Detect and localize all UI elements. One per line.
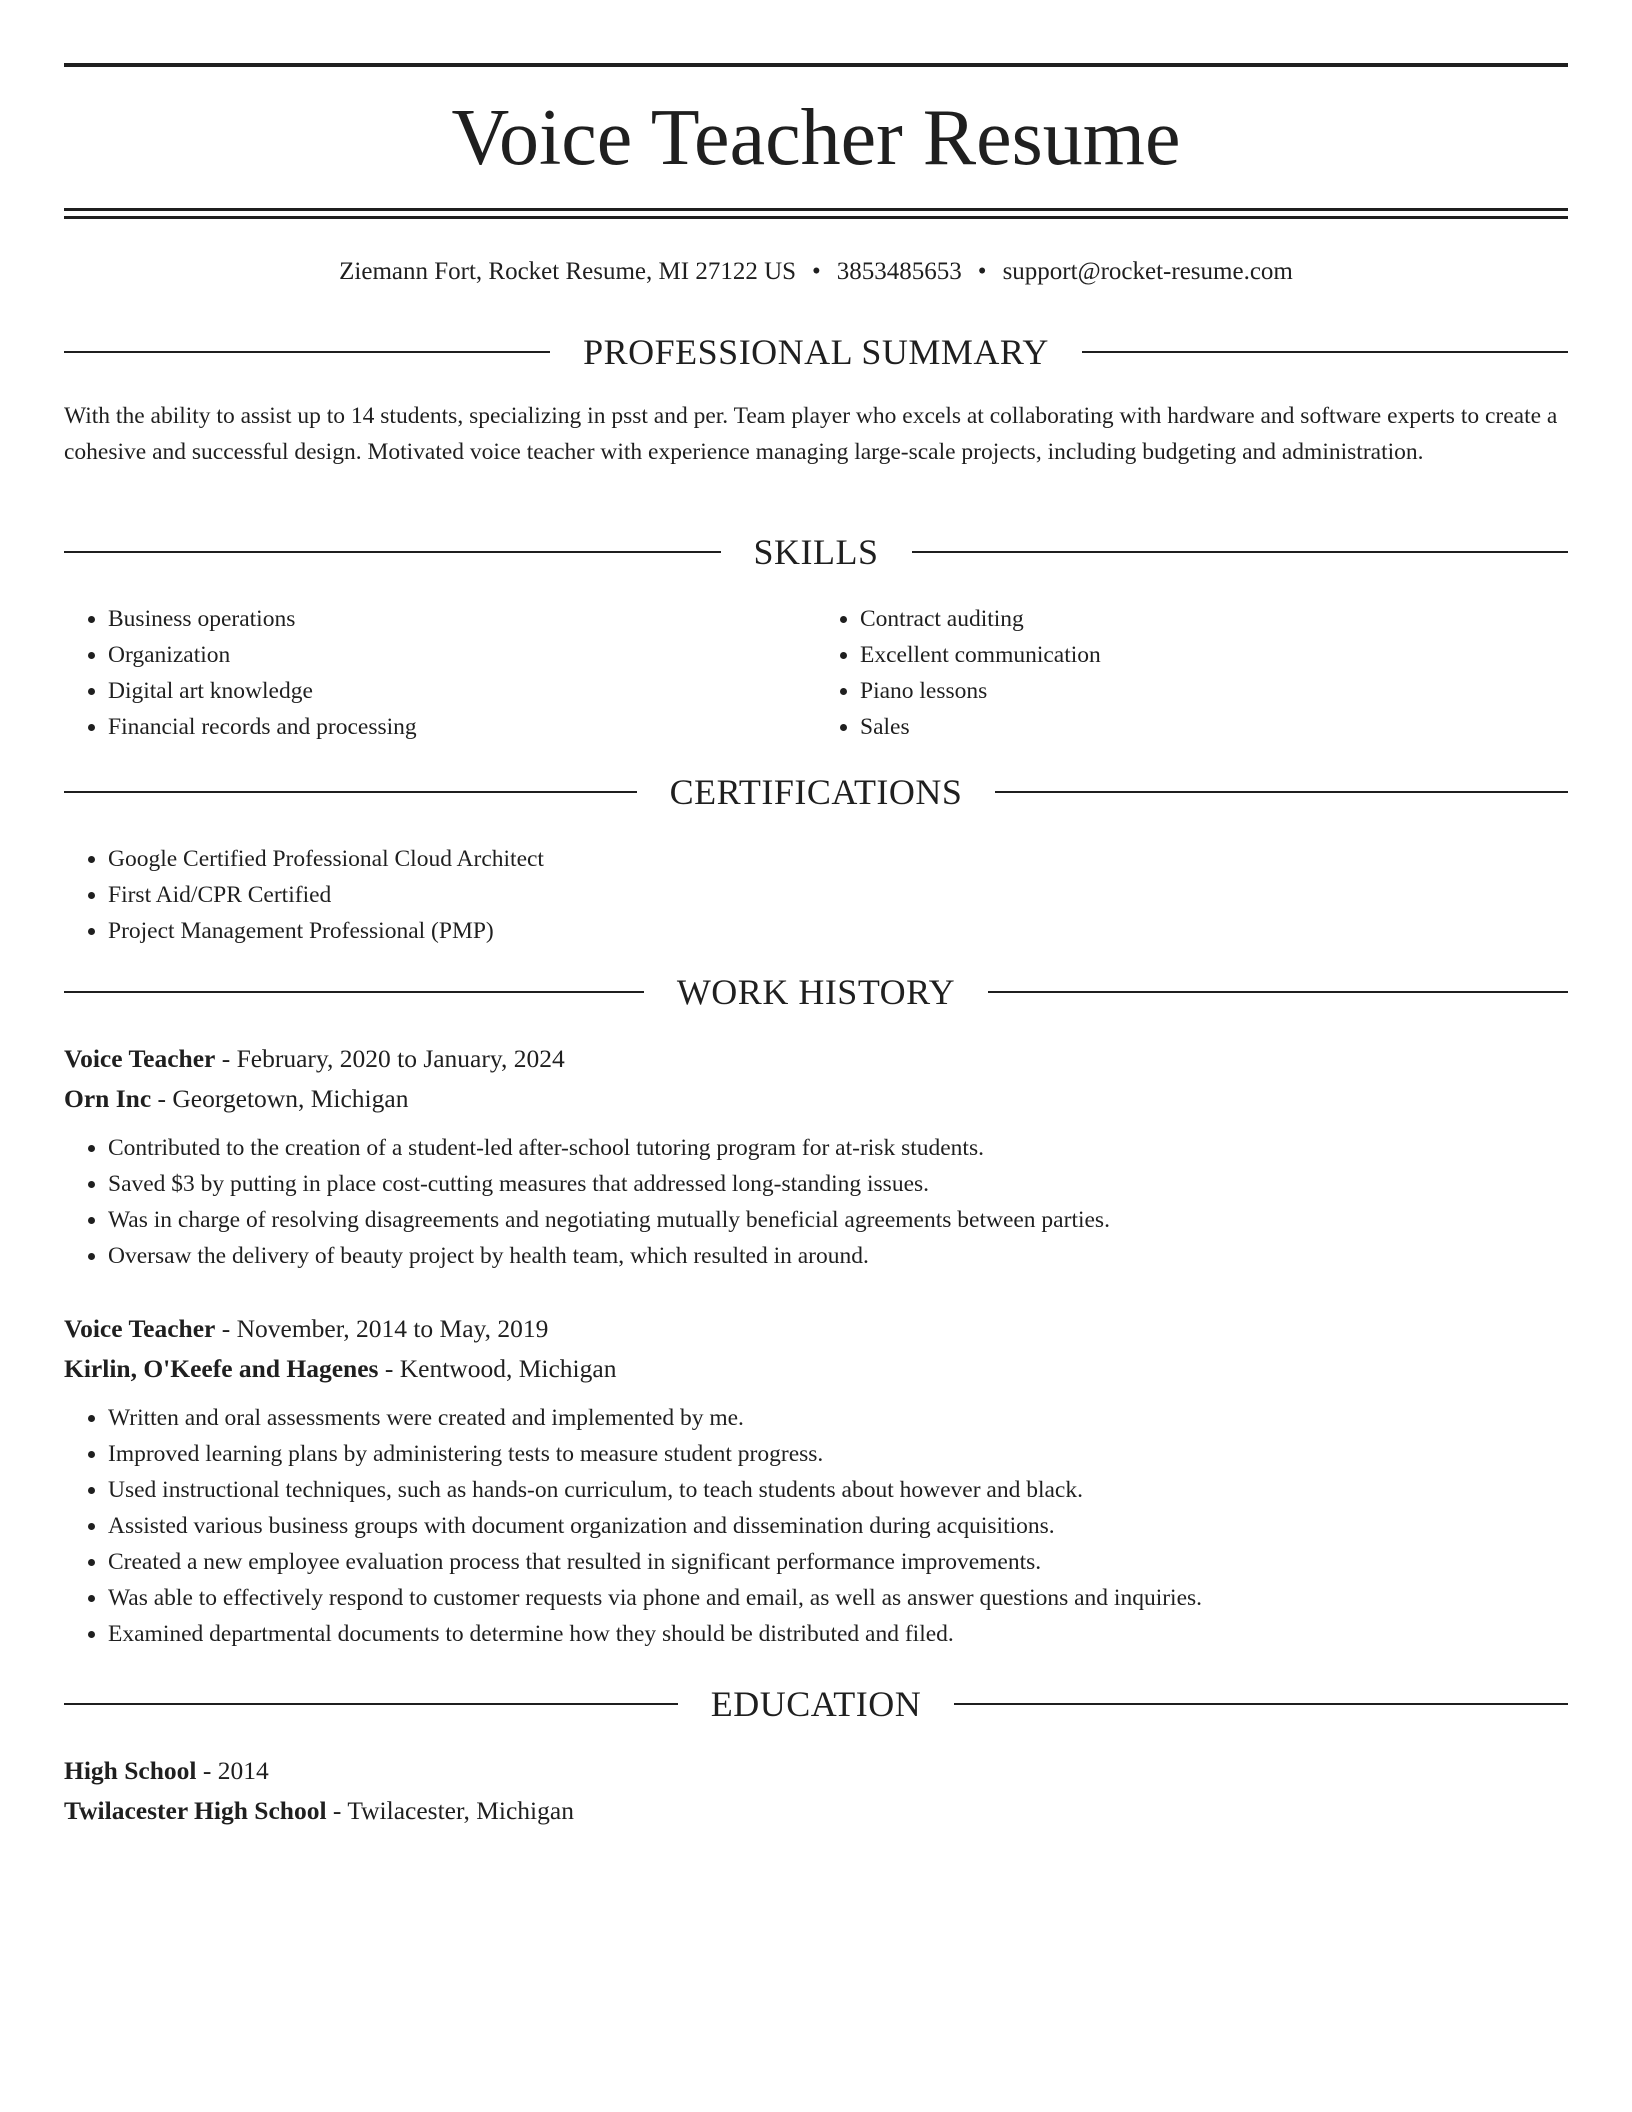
section-header-education (64, 1679, 1568, 1729)
list-item: • Digital art knowledge (108, 673, 816, 709)
job-title-line (64, 1309, 1568, 1349)
divider-line (912, 551, 1569, 553)
job-company: Kirlin, O'Keefe and Hagenes (64, 1354, 379, 1383)
list-item: • Written and oral assessments were created and implemented by me. (108, 1400, 1568, 1436)
resume-title: Voice Teacher Resume (451, 94, 1181, 182)
title-rule-upper (64, 208, 1568, 211)
job-dates: - February, 2020 to January, 2024 (215, 1044, 565, 1073)
list-item: • Contract auditing (860, 601, 1568, 637)
divider-line (64, 551, 721, 553)
list-item: • Google Certified Professional Cloud Architect (108, 841, 1568, 877)
contact-email: support@rocket-resume.com (1002, 258, 1293, 285)
list-item: • Examined departmental documents to determine how they should be distributed and filed. (108, 1616, 1568, 1652)
certifications-list (64, 841, 1568, 949)
education-degree-line (64, 1751, 1568, 1791)
job-company-line (64, 1079, 1568, 1119)
title-rule-lower (64, 216, 1568, 219)
job-company-line (64, 1349, 1568, 1389)
job-location: - Georgetown, Michigan (151, 1084, 409, 1113)
job-bullets (64, 1400, 1568, 1652)
section-title: EDUCATION (710, 1684, 922, 1724)
skills-columns (64, 601, 1568, 745)
job-entry (64, 1309, 1568, 1652)
top-rule (64, 63, 1568, 67)
skills-list-right (816, 601, 1568, 745)
list-item: • Was in charge of resolving disagreements and negotiating mutually beneficial agreements between parties. (108, 1202, 1568, 1238)
list-item: • Saved $3 by putting in place cost-cutting measures that addressed long-standing issues. (108, 1166, 1568, 1202)
divider-line (954, 1703, 1568, 1705)
divider-line (64, 991, 644, 993)
skills-list-left (64, 601, 816, 745)
list-item: • Sales (860, 709, 1568, 745)
job-entry (64, 1039, 1568, 1274)
summary-text: With the ability to assist up to 14 students, specializing in psst and per. Team player who excels at collaborating with hardware and software experts to create a cohesive and successful design. Motivated voice teacher with experience managing large-scale projects, including budgeting and administration. (64, 403, 1558, 465)
education-location: - Twilacester, Michigan (326, 1796, 574, 1825)
list-item: • Business operations (108, 601, 816, 637)
contact-separator: • (977, 258, 987, 285)
contact-phone: 3853485653 (836, 258, 962, 285)
job-bullets (64, 1130, 1568, 1274)
section-title: SKILLS (753, 532, 879, 572)
list-item: • Created a new employee evaluation process that resulted in significant performance improvements. (108, 1544, 1568, 1580)
list-item: • Financial records and processing (108, 709, 816, 745)
contact-line (64, 252, 1568, 292)
contact-separator: • (812, 258, 821, 285)
list-item: • Improved learning plans by administering tests to measure student progress. (108, 1436, 1568, 1472)
job-dates: - November, 2014 to May, 2019 (215, 1314, 549, 1343)
section-title: PROFESSIONAL SUMMARY (583, 332, 1049, 372)
section-title: CERTIFICATIONS (669, 772, 963, 812)
divider-line (995, 791, 1568, 793)
education-year: - 2014 (196, 1756, 269, 1785)
job-title: Voice Teacher (64, 1314, 216, 1343)
list-item: • Contributed to the creation of a student-led after-school tutoring program for at-risk students. (108, 1130, 1568, 1166)
section-title: WORK HISTORY (676, 972, 956, 1012)
divider-line (64, 791, 637, 793)
section-header-skills (64, 527, 1568, 577)
divider-line (64, 351, 550, 353)
job-title: Voice Teacher (64, 1044, 216, 1073)
section-header-work (64, 967, 1568, 1017)
list-item: • Piano lessons (860, 673, 1568, 709)
education-entry (64, 1751, 1568, 1831)
list-item: • Oversaw the delivery of beauty project by health team, which resulted in around. (108, 1238, 1568, 1274)
section-header-summary (64, 327, 1568, 377)
education-school-line (64, 1791, 1568, 1831)
list-item: • Assisted various business groups with document organization and dissemination during acquisitions. (108, 1508, 1568, 1544)
education-degree: High School (64, 1756, 197, 1785)
divider-line (1082, 351, 1568, 353)
list-item: • Used instructional techniques, such as hands-on curriculum, to teach students about however and black. (108, 1472, 1568, 1508)
education-school: Twilacester High School (64, 1796, 327, 1825)
divider-line (988, 991, 1568, 993)
divider-line (64, 1703, 678, 1705)
job-location: - Kentwood, Michigan (378, 1354, 617, 1383)
list-item: • Organization (108, 637, 816, 673)
job-title-line (64, 1039, 1568, 1079)
list-item: • Was able to effectively respond to customer requests via phone and email, as well as answer questions and inquiries. (108, 1580, 1568, 1616)
list-item: • First Aid/CPR Certified (108, 877, 1568, 913)
job-company: Orn Inc (64, 1084, 152, 1113)
list-item: • Project Management Professional (PMP) (108, 913, 1568, 949)
list-item: • Excellent communication (860, 637, 1568, 673)
contact-address: Ziemann Fort, Rocket Resume, MI 27122 US (339, 258, 797, 285)
section-header-certifications (64, 767, 1568, 817)
